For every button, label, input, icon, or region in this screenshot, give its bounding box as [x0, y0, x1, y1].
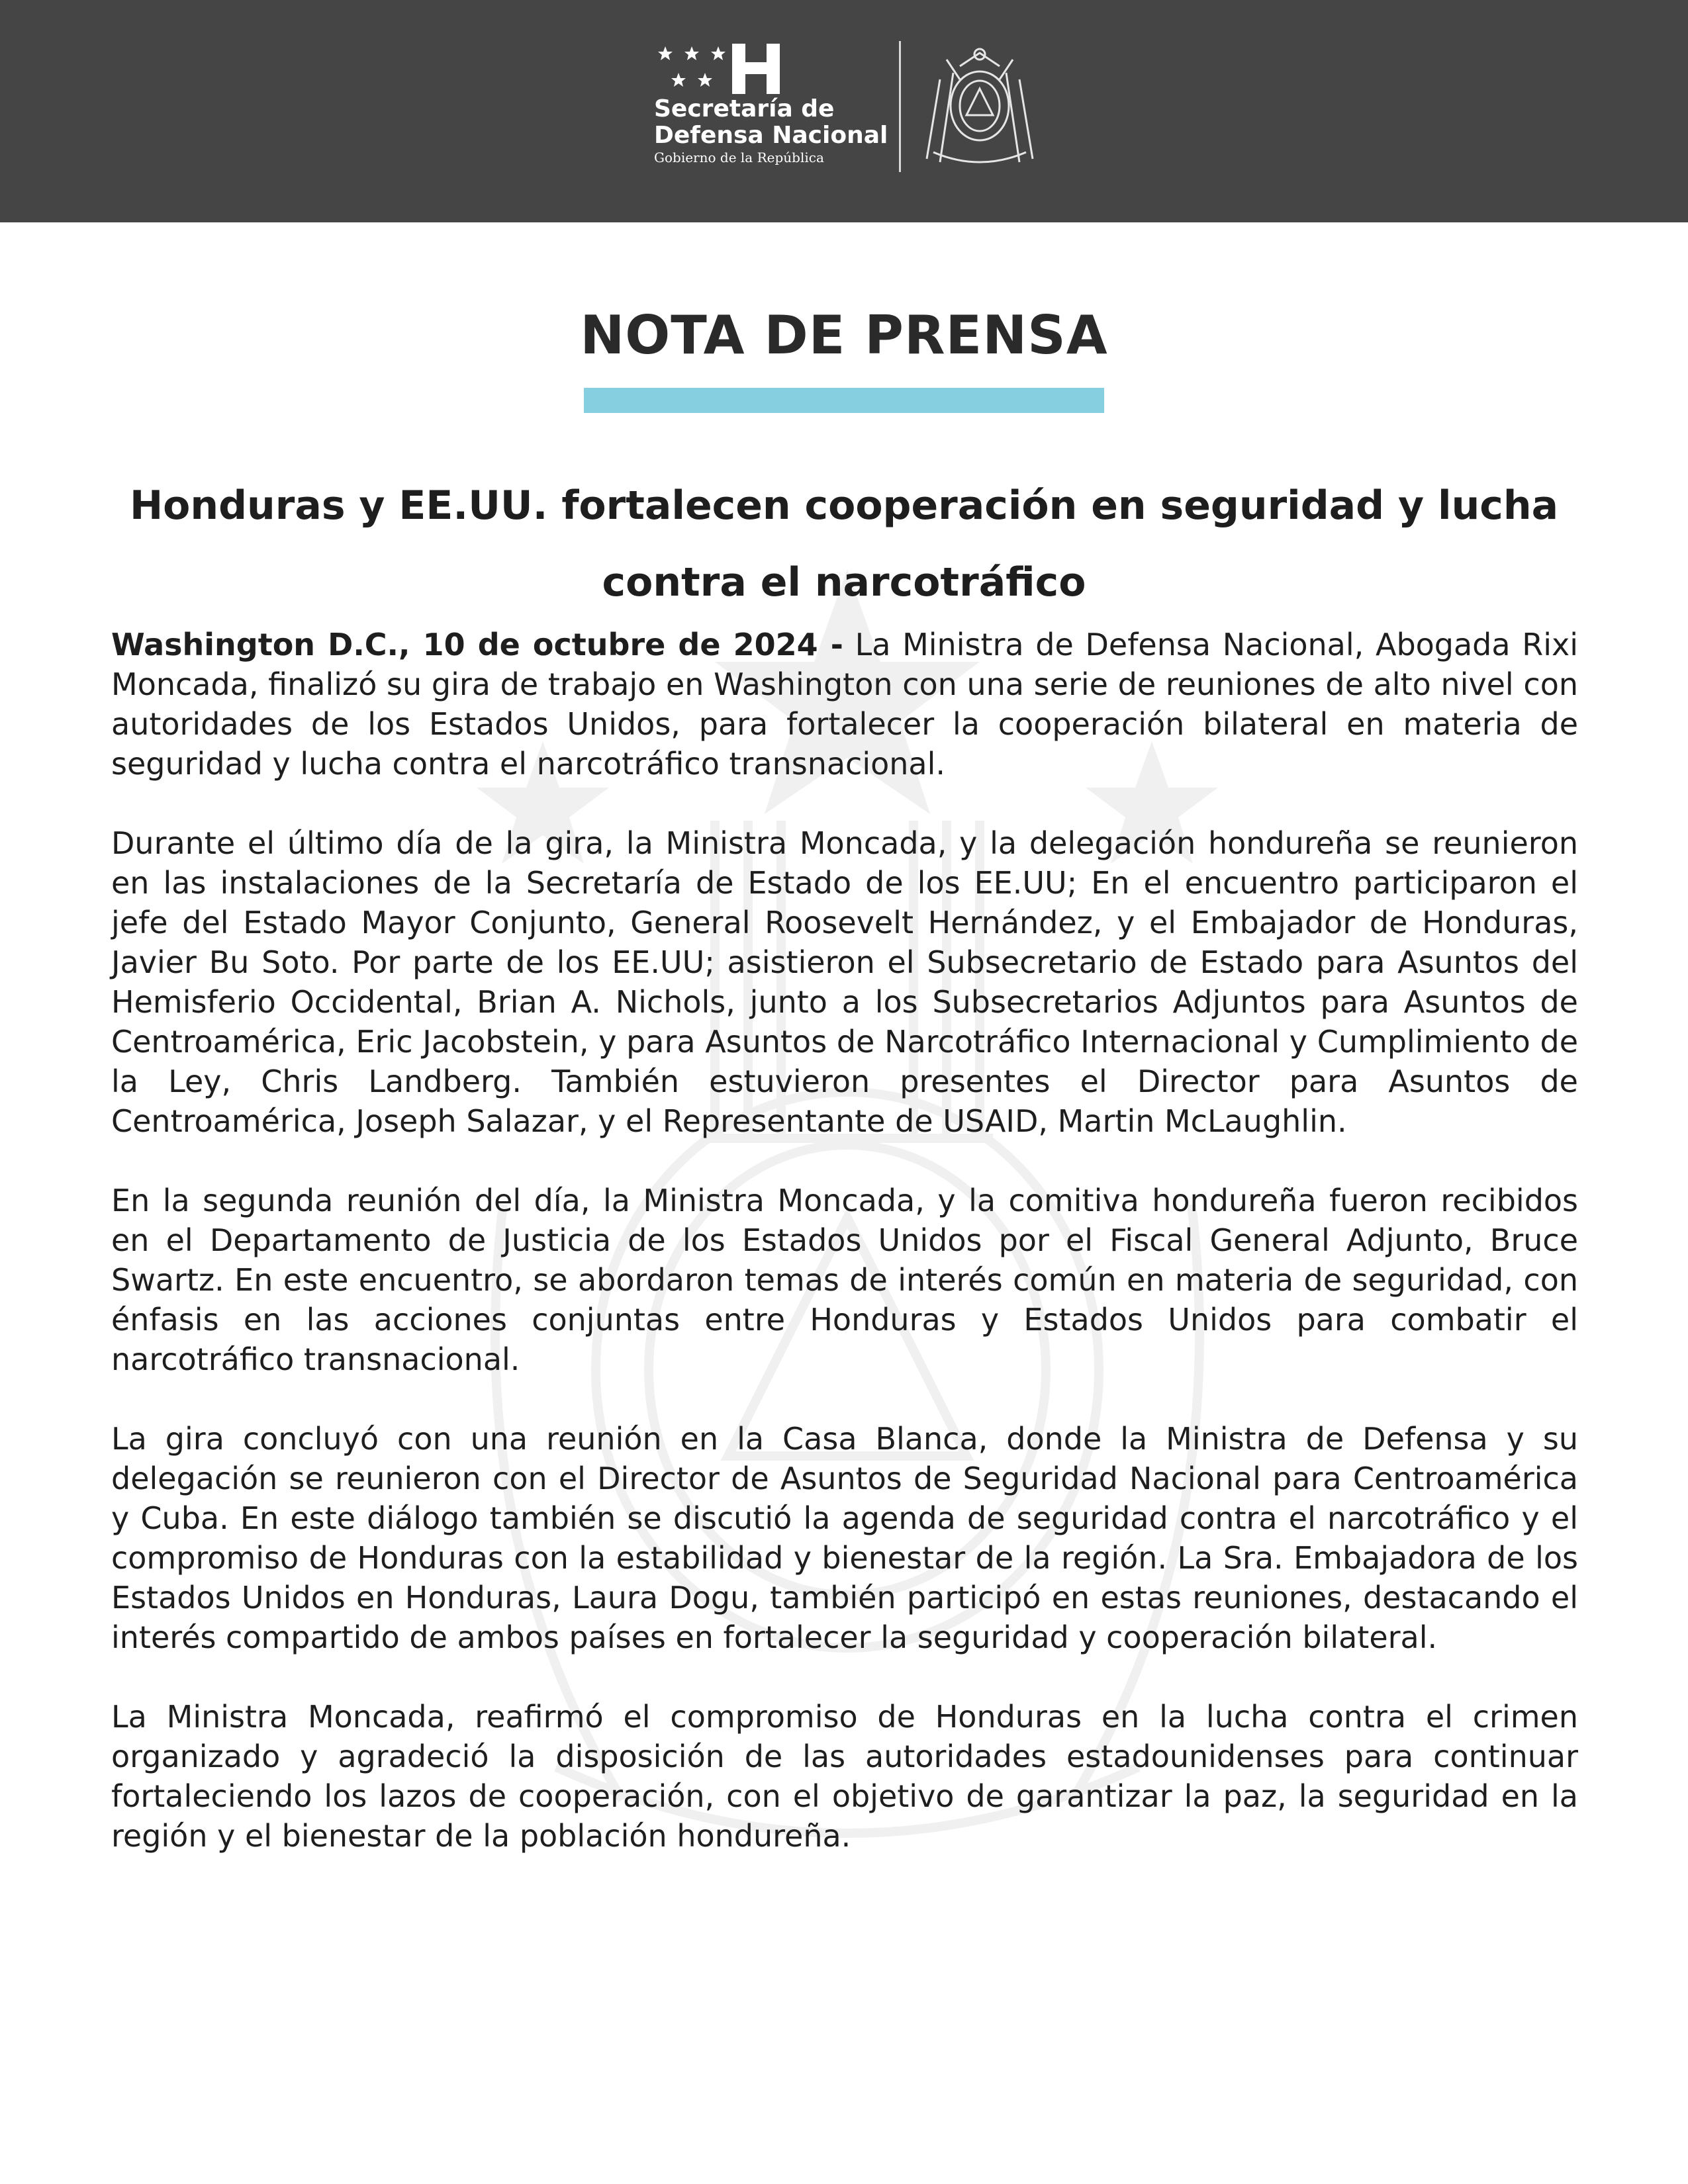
- header-banner: [0, 0, 1688, 222]
- paragraph-5: La Ministra Moncada, reafirmó el compromiso de Honduras en la lucha contra el crimen organizado y agradeció la disposición de las autoridades estadounidenses para continuar fortaleciendo los lazos de cooperación, con el objetivo de garantizar la paz, la seguridad en la región y el bienestar de la población hondureña.: [111, 1699, 1578, 1854]
- brand-name-line1: Secretaría de: [654, 95, 835, 122]
- paragraph-1-text: La Ministra de Defensa Nacional, Abogada Rixi Moncada, finalizó su gira de trabajo en Washington con una serie de reuniones de alto nivel con autoridades de los Estados Unidos, para fortalecer la cooperación bilateral en materia de seguridad y lucha contra el narcotráfico transnacional.: [111, 627, 1579, 782]
- coat-of-arms-icon: [914, 40, 1046, 172]
- dateline: Washington D.C., 10 de octubre de 2024 -: [111, 627, 843, 662]
- logo-divider: [899, 41, 901, 172]
- paragraph-2: Durante el último día de la gira, la Ministra Moncada, y la delegación hondureña se reunieron en las instalaciones de la Secretaría de Estado de los EE.UU; En el encuentro participaron el jefe del Estado Mayor Conjunto, General Roosevelt Hernández, y el Embajador de Honduras, Javier Bu Soto. Por parte de los EE.UU; asistieron el Subsecretario de Estado para Asuntos del Hemisferio Occidental, Brian A. Nichols, junto a los Subsecretarios Adjuntos para Asuntos de Centroamérica, Eric Jacobstein, y para Asuntos de Narcotráfico Internacional y Cumplimiento de la Ley, Chris Landberg. También estuvieron presentes el Director para Asuntos de Centroamérica, Joseph Salazar, y el Representante de USAID, Martin McLaughlin.: [111, 825, 1578, 1139]
- title-accent-bar: [584, 388, 1104, 413]
- sedena-logo: [649, 40, 1059, 179]
- h-logo-icon: [729, 41, 782, 97]
- paragraph-3: En la segunda reunión del día, la Ministra Moncada, y la comitiva hondureña fueron recibidos en el Departamento de Justicia de los Estados Unidos por el Fiscal General Adjunto, Bruce Swartz. En este encuentro, se abordaron temas de interés común en materia de seguridad, con énfasis en las acciones conjuntas entre Honduras y Estados Unidos para combatir el narcotráfico transnacional.: [111, 1183, 1578, 1377]
- paragraph-1: [111, 625, 1578, 784]
- headline: Honduras y EE.UU. fortalecen cooperación en seguridad y lucha contra el narcotráfico: [129, 482, 1559, 606]
- brand-name-line2: Defensa Nacional: [654, 122, 888, 149]
- brand-subtitle: Gobierno de la República: [654, 150, 824, 165]
- article-body: [111, 625, 1578, 1895]
- paragraph-4: La gira concluyó con una reunión en la Casa Blanca, donde la Ministra de Defensa y su delegación se reunieron con el Director de Asuntos de Seguridad Nacional para Centroamérica y Cuba. En este diálogo también se discutió la agenda de seguridad contra el narcotráfico y el compromiso de Honduras con la estabilidad y bienestar de la región. La Sra. Embajadora de los Estados Unidos en Honduras, Laura Dogu, también participó en estas reuniones, destacando el interés compartido de ambos países en fortalecer la seguridad y cooperación bilateral.: [111, 1421, 1578, 1655]
- page-title: NOTA DE PRENSA: [580, 304, 1108, 366]
- stars-icon: [655, 45, 728, 91]
